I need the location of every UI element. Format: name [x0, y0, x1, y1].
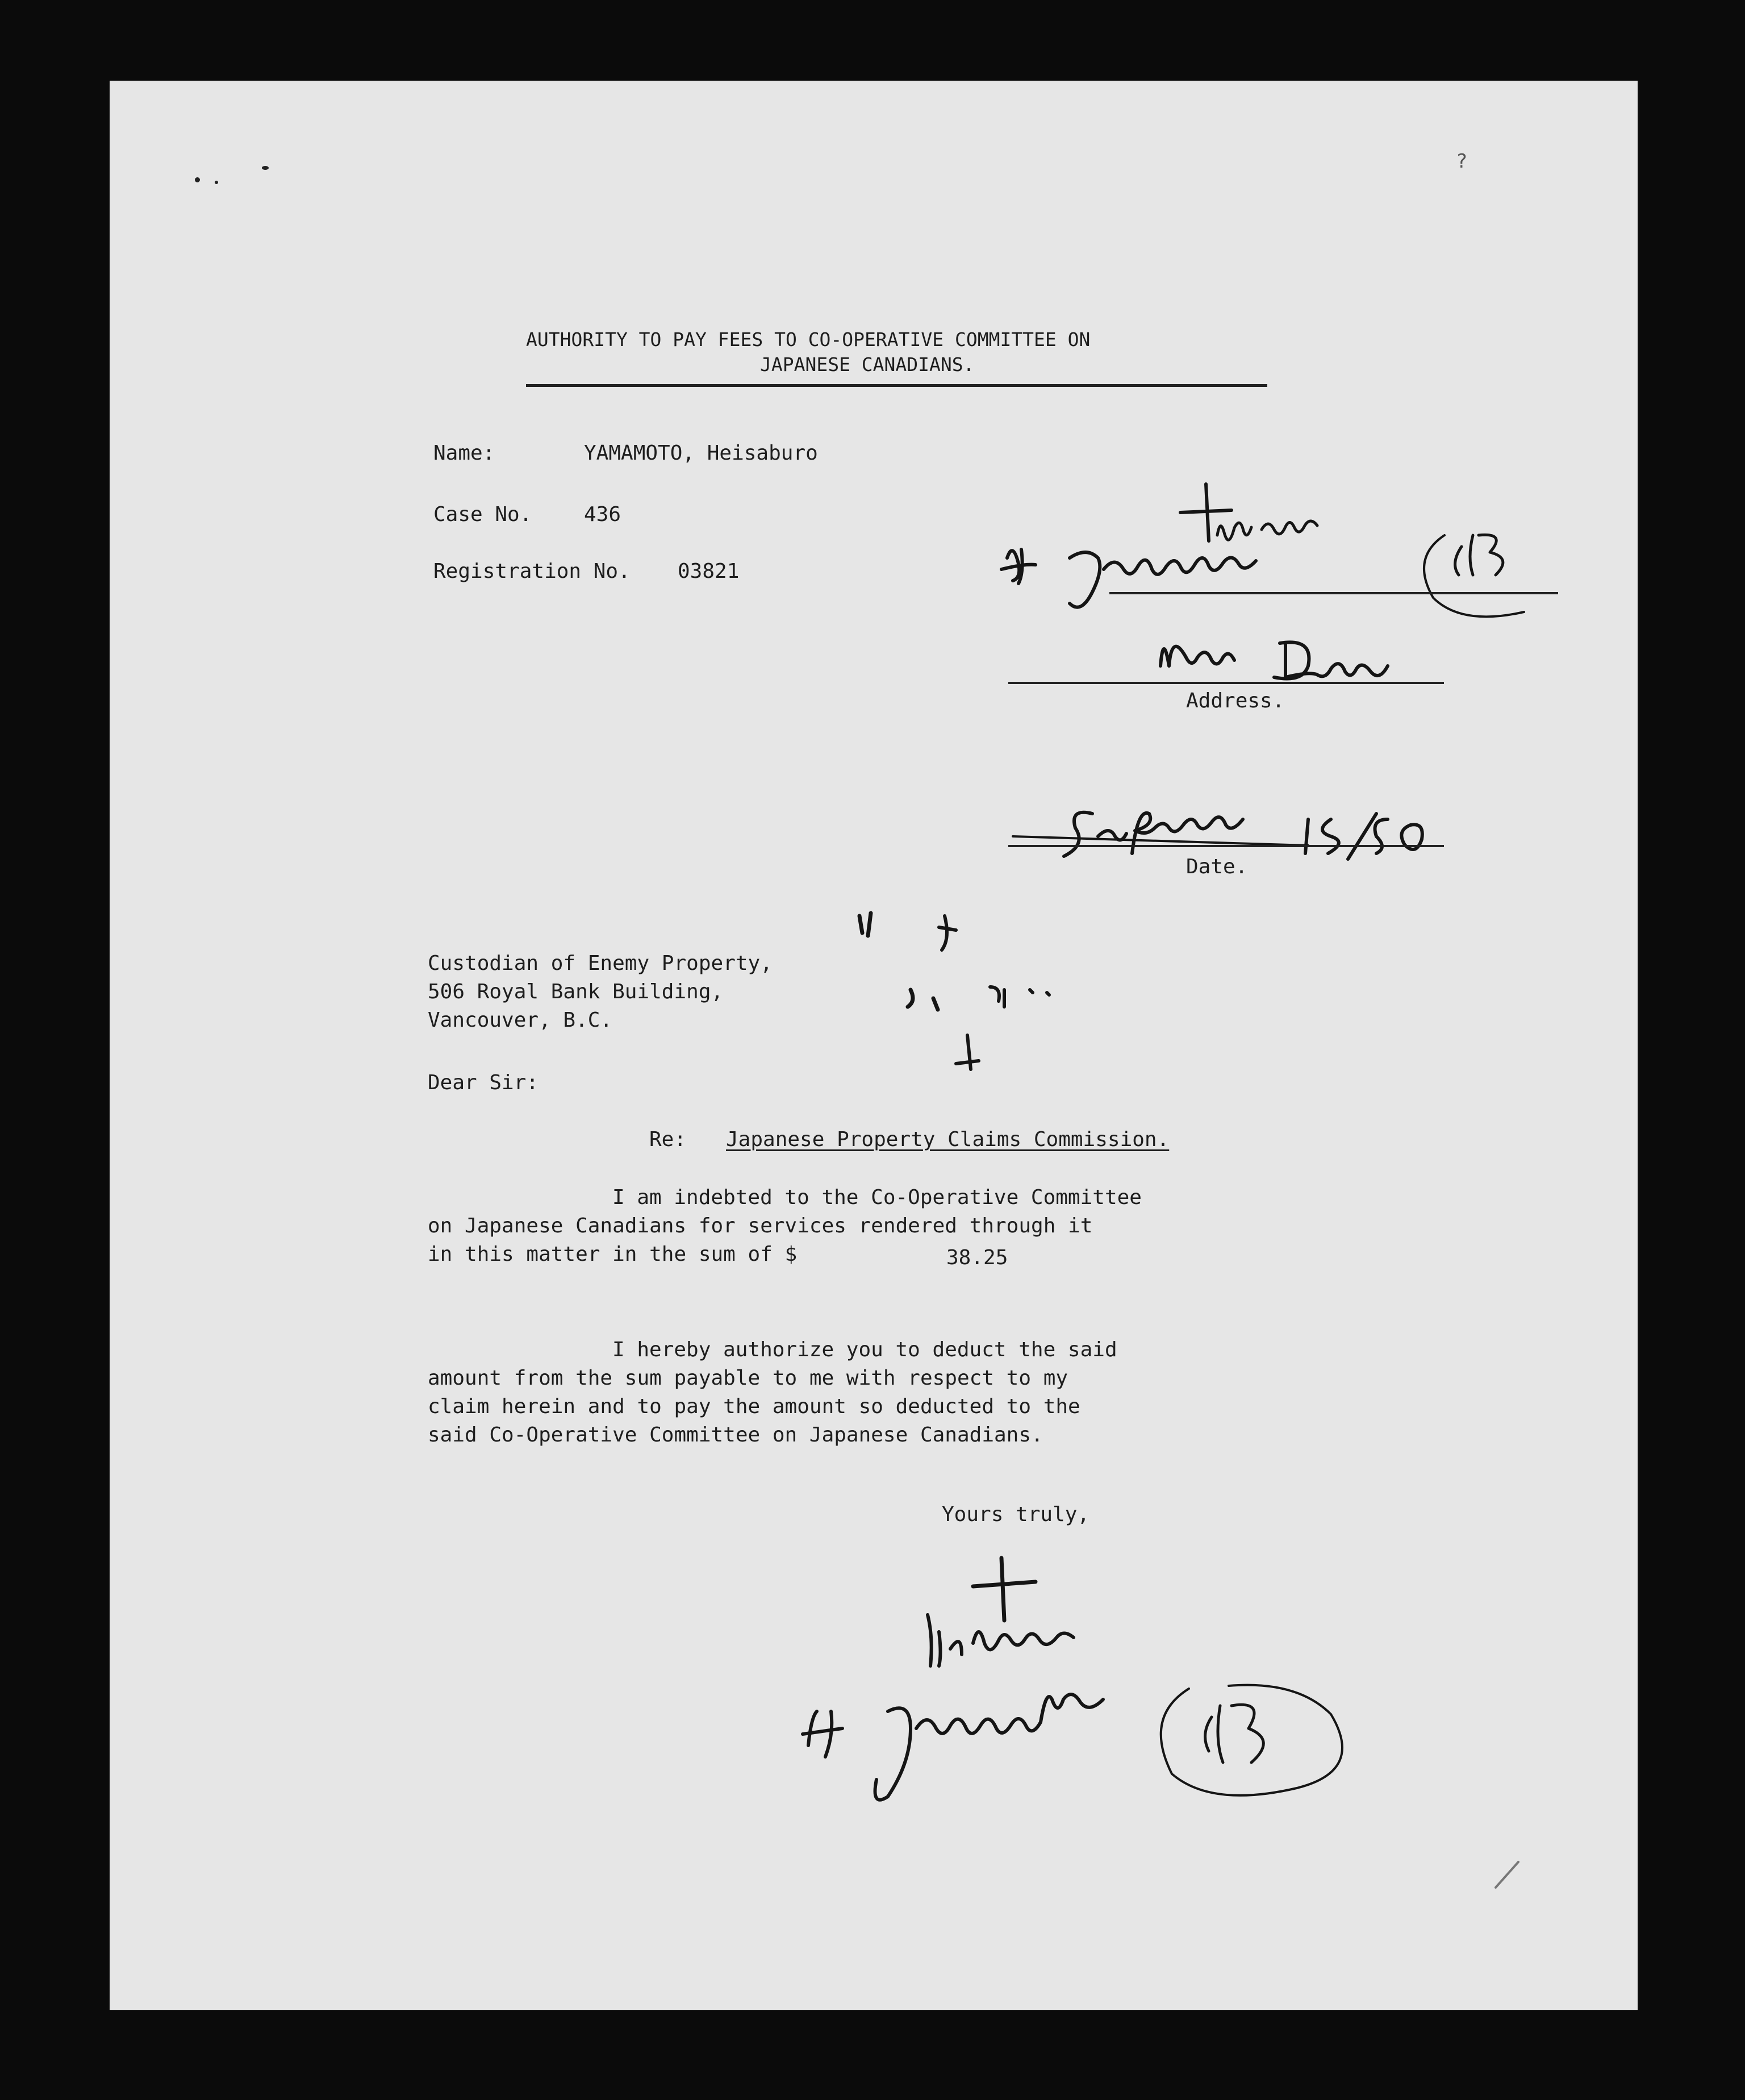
stray-pen-mark	[1490, 1859, 1524, 1893]
bottom-signature-image	[803, 1547, 1456, 1842]
paragraph1-line2: on Japanese Canadians for services rendered through it	[428, 1214, 1093, 1238]
name-label: Name:	[433, 441, 495, 465]
recipient-line3: Vancouver, B.C.	[428, 1009, 613, 1032]
paragraph1-line3: in this matter in the sum of $	[428, 1243, 798, 1266]
title-underline	[526, 384, 1267, 387]
re-subject: Japanese Property Claims Commission.	[726, 1128, 1170, 1151]
address-handwriting-image	[1155, 626, 1496, 694]
recipient-line2: 506 Royal Bank Building,	[428, 980, 724, 1003]
registration-value: 03821	[678, 560, 740, 583]
signature-rule-top	[1109, 592, 1558, 594]
date-rule	[1008, 845, 1444, 847]
speck-mark	[262, 166, 269, 170]
salutation: Dear Sir:	[428, 1071, 539, 1094]
paragraph2-line2: amount from the sum payable to me with respect to my	[428, 1366, 1068, 1390]
margin-question-mark: ?	[1456, 150, 1468, 173]
closing: Yours truly,	[942, 1503, 1090, 1526]
registration-label: Registration No.	[433, 560, 631, 583]
paragraph2-line1: I hereby authorize you to deduct the said	[612, 1338, 1117, 1361]
case-label: Case No.	[433, 503, 532, 526]
paragraph2-line4: said Co-Operative Committee on Japanese Canadians.	[428, 1423, 1043, 1447]
case-value: 436	[584, 503, 621, 526]
address-label: Address.	[1186, 689, 1285, 713]
paragraph1-line1: I am indebted to the Co-Operative Committee	[612, 1186, 1142, 1209]
ink-smudge-image	[848, 905, 1132, 1098]
name-value: YAMAMOTO, Heisaburo	[584, 441, 818, 465]
paragraph2-line3: claim herein and to pay the amount so deducted to the	[428, 1395, 1080, 1418]
document-page	[110, 81, 1638, 2010]
document-title-line1: AUTHORITY TO PAY FEES TO CO-OPERATIVE COMMITTEE ON	[526, 328, 1091, 351]
speck-mark	[195, 177, 200, 182]
re-label: Re:	[649, 1128, 687, 1151]
date-label: Date.	[1186, 855, 1248, 878]
amount-value: 38.25	[946, 1246, 1008, 1269]
top-signature-image	[990, 473, 1615, 632]
speck-mark	[215, 181, 218, 184]
address-rule	[1008, 682, 1444, 684]
recipient-line1: Custodian of Enemy Property,	[428, 952, 773, 975]
document-title-line2: JAPANESE CANADIANS.	[760, 353, 975, 376]
